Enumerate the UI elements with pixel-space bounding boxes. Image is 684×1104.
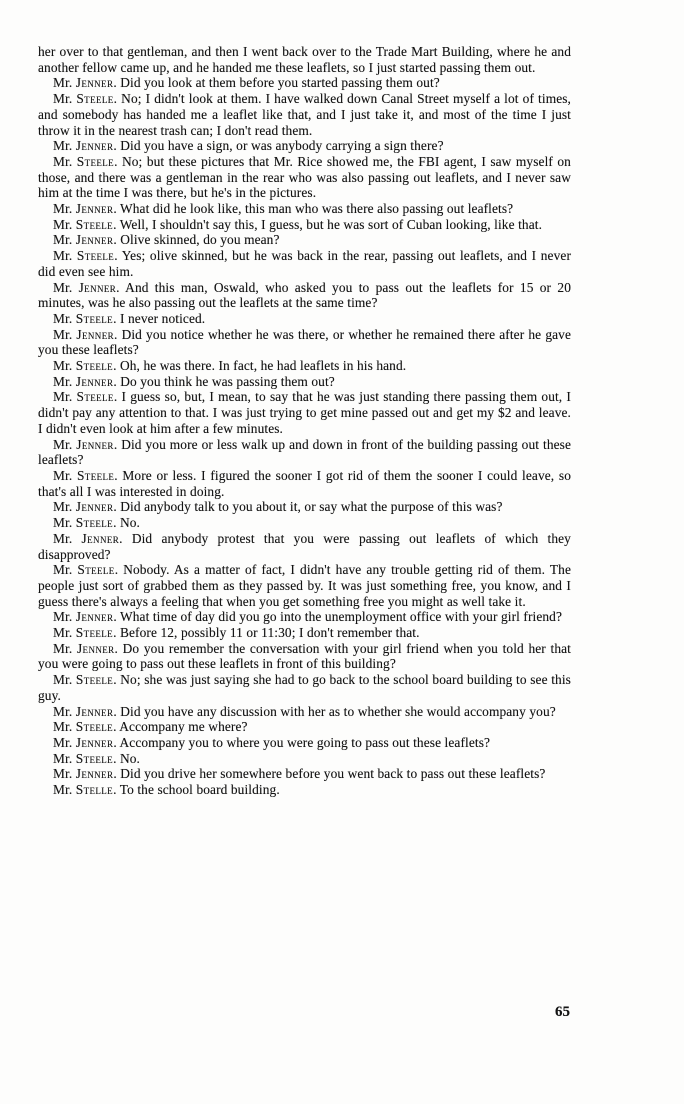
speaker-label: Mr. Steele. <box>53 310 117 326</box>
speaker-name: Jenner <box>75 201 114 217</box>
speaker-name: Stelle <box>75 782 114 798</box>
speech-text: More or less. I figured the sooner I got rid of them the sooner I could leave, so that's all I was interested in doing. <box>38 467 572 499</box>
speech-text: Olive skinned, do you mean? <box>120 232 280 248</box>
dialogue-paragraph <box>38 782 571 798</box>
speaker-label: Mr. Steele. <box>53 216 117 232</box>
speech-text: Oh, he was there. In fact, he had leaflets in his hand. <box>119 358 407 374</box>
dialogue-paragraph <box>38 232 571 248</box>
dialogue-paragraph <box>38 531 571 562</box>
speech-text: What did he look like, this man who was there also passing out leaflets? <box>120 201 514 217</box>
dialogue-paragraph <box>38 766 571 782</box>
speaker-label: Mr. Jenner. <box>53 499 117 515</box>
speaker-label: Mr. Steele. <box>53 672 117 688</box>
speaker-label: Mr. Stelle. <box>53 782 117 798</box>
speaker-label: Mr. Jenner. <box>53 609 117 625</box>
speaker-name: Steele <box>76 467 115 483</box>
speaker-name: Jenner <box>81 530 120 546</box>
dialogue-paragraph <box>38 719 571 735</box>
speech-text: What time of day did you go into the unemployment office with your girl friend? <box>120 609 563 625</box>
dialogue-paragraph <box>38 311 571 327</box>
speaker-label: Mr. Jenner. <box>53 201 117 217</box>
speech-text: I never noticed. <box>119 310 206 326</box>
dialogue-paragraph <box>38 217 571 233</box>
page-number: 65 <box>555 1004 570 1020</box>
dialogue-paragraph <box>38 704 571 720</box>
speech-text: Did you drive her somewhere before you went back to pass out these leaflets? <box>120 766 546 782</box>
dialogue-paragraph <box>38 327 571 358</box>
speaker-label: Mr. Jenner. <box>53 326 118 342</box>
dialogue-paragraph <box>38 609 571 625</box>
dialogue-paragraph <box>38 91 571 138</box>
speech-text: Did you look at them before you started passing them out? <box>120 75 440 91</box>
speech-text: Did you more or less walk up and down in front of the building passing out these leaflets? <box>38 436 572 468</box>
dialogue-paragraph <box>38 154 571 201</box>
speaker-name: Jenner <box>75 703 114 719</box>
dialogue-paragraph <box>38 672 571 703</box>
dialogue-paragraph <box>38 389 571 436</box>
dialogue-paragraph <box>38 248 571 279</box>
speech-text: Yes; olive skinned, but he was back in the rear, passing out leaflets, and I never did even see him. <box>38 248 572 279</box>
dialogue-paragraph <box>38 625 571 641</box>
speaker-name: Jenner <box>75 766 114 782</box>
speaker-label: Mr. Jenner. <box>53 138 117 154</box>
speaker-label: Mr. Steele. <box>53 358 117 374</box>
speaker-label: Mr. Jenner. <box>53 279 120 295</box>
speaker-name: Jenner <box>76 436 114 452</box>
speech-text: To the school board building. <box>119 782 280 798</box>
speech-text: Do you think he was passing them out? <box>120 373 335 389</box>
speaker-name: Jenner <box>75 373 114 389</box>
speaker-label: Mr. Steele. <box>53 248 118 264</box>
speaker-label: Mr. Jenner. <box>53 373 117 389</box>
speech-text: Accompany me where? <box>119 719 248 735</box>
speech-text: No; I didn't look at them. I have walked down Canal Street myself a lot of times, and somebody has handed me a leaflet like that, and I just take it, and most of the time I just throw it in the nearest trash can; I don't read them. <box>38 91 572 138</box>
speaker-label: Mr. Steele. <box>53 750 117 766</box>
testimony-text-block <box>38 44 571 798</box>
speech-text: Did you have a sign, or was anybody carrying a sign there? <box>120 138 444 154</box>
speaker-label: Mr. Jenner. <box>53 530 123 546</box>
speech-text: No. <box>119 750 140 766</box>
speech-text: Did anybody protest that you were passing out leaflets of which they disapproved? <box>38 530 571 562</box>
speaker-name: Steele <box>75 310 114 326</box>
dialogue-paragraph <box>38 75 571 91</box>
speaker-label: Mr. Steele. <box>53 719 117 735</box>
speaker-name: Jenner <box>76 326 114 342</box>
speaker-name: Steele <box>75 672 114 688</box>
speaker-name: Steele <box>75 515 114 531</box>
speaker-name: Jenner <box>75 138 114 154</box>
speaker-label: Mr. Steele. <box>53 562 119 578</box>
speaker-name: Jenner <box>78 279 117 295</box>
dialogue-paragraph <box>38 515 571 531</box>
dialogue-paragraph <box>38 499 571 515</box>
dialogue-paragraph <box>38 280 571 311</box>
speaker-label: Mr. Steele. <box>53 515 117 531</box>
speech-text: Did you notice whether he was there, or whether he remained there after he gave you these leaflets? <box>38 326 572 358</box>
speaker-name: Steele <box>76 248 115 264</box>
speaker-name: Jenner <box>75 499 114 515</box>
speaker-name: Steele <box>75 625 114 641</box>
speaker-label: Mr. Jenner. <box>53 75 117 91</box>
dialogue-paragraph <box>38 735 571 751</box>
speaker-name: Jenner <box>75 232 114 248</box>
speech-text: No; but these pictures that Mr. Rice showed me, the FBI agent, I saw myself on those, and there was a gentleman in the rear who was also passing out leaflets, and I never saw him at the time I was there, but he's in the pictures. <box>38 153 571 201</box>
dialogue-paragraph <box>38 468 571 499</box>
speaker-name: Jenner <box>76 640 115 656</box>
speaker-label: Mr. Steele. <box>53 467 118 483</box>
speaker-label: Mr. Jenner. <box>53 703 117 719</box>
speech-text: No; she was just saying she had to go back to the school board building to see this guy. <box>38 672 571 703</box>
speaker-name: Steele <box>76 389 114 405</box>
dialogue-paragraph <box>38 201 571 217</box>
speech-text: Before 12, possibly 11 or 11:30; I don't remember that. <box>119 625 420 641</box>
speech-text: Do you remember the conversation with your girl friend when you told her that you were going to pass out these leaflets in front of this building? <box>38 640 571 672</box>
dialogue-paragraph <box>38 138 571 154</box>
speaker-label: Mr. Steele. <box>53 625 117 641</box>
speaker-name: Steele <box>75 750 114 766</box>
speaker-name: Steele <box>75 216 114 232</box>
dialogue-list <box>38 75 571 797</box>
speaker-name: Steele <box>76 91 114 107</box>
speaker-name: Steele <box>77 562 115 578</box>
speech-text: And this man, Oswald, who asked you to pass out the leaflets for 15 or 20 minutes, was he also passing out the leaflets at the same time? <box>38 279 571 311</box>
dialogue-paragraph <box>38 562 571 609</box>
speaker-name: Jenner <box>75 75 114 91</box>
speech-text: Accompany you to where you were going to pass out these leaflets? <box>119 734 491 750</box>
speech-text: Well, I shouldn't say this, I guess, but he was sort of Cuban looking, like that. <box>119 216 543 232</box>
speaker-label: Mr. Steele. <box>53 91 118 107</box>
dialogue-paragraph <box>38 641 571 672</box>
speaker-label: Mr. Jenner. <box>53 436 118 452</box>
speaker-name: Steele <box>76 153 115 169</box>
speaker-label: Mr. Steele. <box>53 153 118 169</box>
dialogue-paragraph <box>38 437 571 468</box>
speech-text: Did anybody talk to you about it, or say what the purpose of this was? <box>120 499 503 515</box>
dialogue-paragraph <box>38 374 571 390</box>
speech-text: I guess so, but, I mean, to say that he was just standing there passing them out, I didn't pay any attention to that. I was just trying to get mine passed out and get my $2 and leave. I didn't even look at him after a few minutes. <box>38 389 571 436</box>
speech-text: Nobody. As a matter of fact, I didn't have any trouble getting rid of them. The people just sort of grabbed them as they passed by. It was just something free, you know, and I guess there's always a feeling that when you get something free you might as well take it. <box>38 562 572 609</box>
continuation-paragraph: her over to that gentleman, and then I went back over to the Trade Mart Building, where he and another fellow came up, and he handed me these leaflets, so I just started passing them out. <box>38 44 571 75</box>
speaker-label: Mr. Jenner. <box>53 766 117 782</box>
speaker-label: Mr. Steele. <box>53 389 118 405</box>
speaker-name: Jenner <box>75 734 114 750</box>
speech-text: Did you have any discussion with her as to whether she would accompany you? <box>120 703 556 719</box>
dialogue-paragraph <box>38 751 571 767</box>
speaker-label: Mr. Jenner. <box>53 640 118 656</box>
speaker-label: Mr. Jenner. <box>53 734 117 750</box>
speaker-name: Steele <box>75 719 114 735</box>
speaker-name: Jenner <box>75 609 114 625</box>
speech-text: No. <box>119 515 140 531</box>
speaker-label: Mr. Jenner. <box>53 232 117 248</box>
speaker-name: Steele <box>75 358 114 374</box>
dialogue-paragraph <box>38 358 571 374</box>
